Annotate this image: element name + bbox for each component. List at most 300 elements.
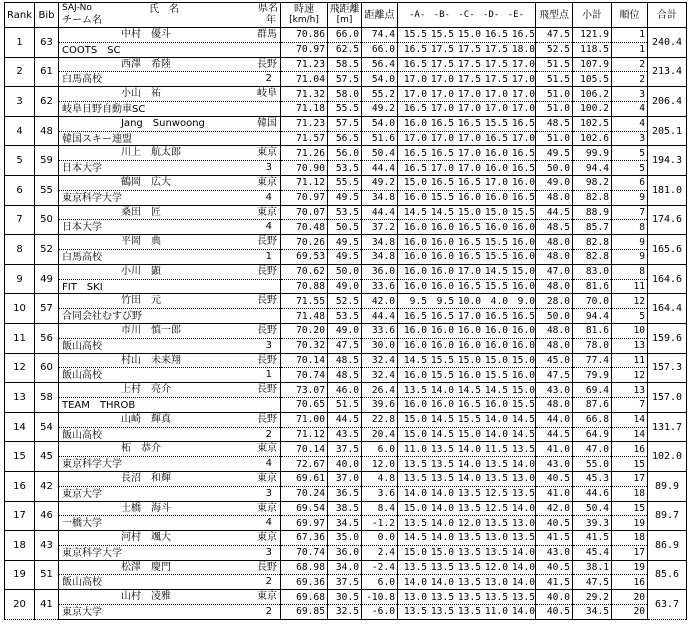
distance-points-cell: 36.0 xyxy=(362,264,398,279)
athlete-prefecture: 長野 xyxy=(257,58,277,70)
athlete-team-cell xyxy=(59,486,281,501)
athlete-name: 小山 祐 xyxy=(121,88,161,100)
judge-score-d: 16.0 xyxy=(484,325,508,337)
judge-score-c: 13.5 xyxy=(457,562,481,574)
judge-score-a: 16.5 xyxy=(403,103,427,115)
speed-cell: 70.97 xyxy=(281,190,328,205)
athlete-prefecture: 東京 xyxy=(257,443,277,455)
judge-score-e: 14.0 xyxy=(511,576,535,588)
style-points-cell: 44.5 xyxy=(536,427,573,442)
judge-score-d: 13.0 xyxy=(484,532,508,544)
athlete-team-cell xyxy=(59,161,281,176)
distance-points-cell: 56.4 xyxy=(362,57,398,72)
judge-score-c: 16.5 xyxy=(457,399,481,411)
order-cell: 9 xyxy=(612,249,648,264)
subtotal-cell: 87.6 xyxy=(573,397,612,412)
judge-score-b: 15.0 xyxy=(430,547,454,559)
distance-cell: 53.5 xyxy=(328,161,362,176)
judge-score-a: 13.5 xyxy=(403,517,427,529)
judge-score-e: 17.0 xyxy=(511,58,535,70)
distance-cell: 53.5 xyxy=(328,309,362,324)
athlete-team-cell xyxy=(59,220,281,235)
judge-scores-cell xyxy=(398,116,536,131)
style-points-cell: 48.0 xyxy=(536,235,573,250)
header-team: チーム名 xyxy=(62,15,102,26)
athlete-name-cell xyxy=(59,560,281,575)
speed-cell: 71.18 xyxy=(281,101,328,116)
athlete-name: 松澤 慶門 xyxy=(121,561,171,573)
judge-score-e: 14.0 xyxy=(511,502,535,514)
subtotal-cell: 81.6 xyxy=(573,279,612,294)
judge-score-c: 17.5 xyxy=(457,58,481,70)
order-cell: 12 xyxy=(612,368,648,383)
order-cell: 10 xyxy=(612,323,648,338)
judge-score-e: 14.0 xyxy=(511,458,535,470)
distance-points-cell: 34.8 xyxy=(362,249,398,264)
style-points-cell: 41.0 xyxy=(536,486,573,501)
athlete-team-cell xyxy=(59,279,281,294)
judge-score-a: 9.5 xyxy=(409,295,427,307)
jump-row xyxy=(5,427,687,442)
athlete-name: 西澤 希陸 xyxy=(121,58,171,70)
judge-score-b: 13.5 xyxy=(430,591,454,603)
order-cell: 18 xyxy=(612,531,648,546)
speed-cell: 71.12 xyxy=(281,175,328,190)
style-points-cell: 41.5 xyxy=(536,575,573,590)
total-cell: 164.6 xyxy=(648,264,687,294)
rank-cell: 12 xyxy=(5,353,35,383)
total-cell: 85.6 xyxy=(648,560,687,590)
speed-cell: 70.48 xyxy=(281,220,328,235)
distance-cell: 37.0 xyxy=(328,471,362,486)
athlete-team: 飯山高校 xyxy=(62,429,102,441)
judge-score-a: 14.0 xyxy=(403,488,427,500)
order-cell: 2 xyxy=(612,72,648,87)
bib-cell: 43 xyxy=(35,531,59,561)
athlete-prefecture: 長野 xyxy=(257,324,277,336)
judge-scores-cell xyxy=(398,531,536,546)
subtotal-cell: 94.4 xyxy=(573,161,612,176)
bib-cell: 51 xyxy=(35,560,59,590)
judge-score-d: 17.5 xyxy=(484,73,508,85)
judge-score-c: 15.0 xyxy=(457,428,481,440)
athlete-team: 東京科学大学 xyxy=(62,547,122,559)
jump-row xyxy=(5,101,687,116)
distance-points-cell: 54.0 xyxy=(362,72,398,87)
subtotal-cell: 105.5 xyxy=(573,72,612,87)
athlete-team: 東京科学大学 xyxy=(62,459,122,471)
judge-scores-cell xyxy=(398,175,536,190)
bib-cell: 54 xyxy=(35,412,59,442)
speed-cell: 71.26 xyxy=(281,146,328,161)
style-points-cell: 40.5 xyxy=(536,516,573,531)
athlete-grade: 2 xyxy=(265,428,272,440)
order-cell: 4 xyxy=(612,116,648,131)
jump-row xyxy=(5,501,687,516)
speed-cell: 70.65 xyxy=(281,397,328,412)
judge-score-b: 16.5 xyxy=(430,147,454,159)
judge-score-c: 15.0 xyxy=(457,29,481,41)
jump-row xyxy=(5,190,687,205)
judge-scores-cell xyxy=(398,87,536,102)
subtotal-cell: 107.9 xyxy=(573,57,612,72)
judge-score-c: 14.0 xyxy=(457,473,481,485)
athlete-name: 竹田 元 xyxy=(121,295,161,307)
judge-score-c: 13.5 xyxy=(457,591,481,603)
rank-cell: 11 xyxy=(5,323,35,353)
judge-score-d: 15.5 xyxy=(484,280,508,292)
judge-score-e: 16.0 xyxy=(511,236,535,248)
judge-scores-cell xyxy=(398,501,536,516)
distance-points-cell: 49.2 xyxy=(362,101,398,116)
athlete-prefecture: 東京 xyxy=(257,176,277,188)
style-points-cell: 51.5 xyxy=(536,72,573,87)
distance-cell: 48.5 xyxy=(328,353,362,368)
distance-cell: 50.0 xyxy=(328,264,362,279)
judge-score-c: 16.5 xyxy=(457,280,481,292)
distance-cell: 32.5 xyxy=(328,605,362,620)
judge-score-c: 15.5 xyxy=(457,414,481,426)
judge-score-a: 14.5 xyxy=(403,532,427,544)
distance-cell: 48.5 xyxy=(328,368,362,383)
subtotal-cell: 38.1 xyxy=(573,560,612,575)
judge-score-b: 17.0 xyxy=(430,132,454,144)
distance-cell: 58.0 xyxy=(328,87,362,102)
distance-points-cell: 3.6 xyxy=(362,486,398,501)
judge-score-b: 14.5 xyxy=(430,206,454,218)
total-cell: 102.0 xyxy=(648,442,687,472)
distance-points-cell: 2.4 xyxy=(362,545,398,560)
speed-cell: 71.04 xyxy=(281,72,328,87)
judge-score-b: 16.0 xyxy=(430,236,454,248)
athlete-name-cell xyxy=(59,590,281,605)
speed-cell: 70.14 xyxy=(281,442,328,457)
distance-cell: 36.5 xyxy=(328,486,362,501)
total-cell: 89.9 xyxy=(648,471,687,501)
judge-score-c: 13.5 xyxy=(457,532,481,544)
bib-cell: 45 xyxy=(35,442,59,472)
judge-score-e: 17.0 xyxy=(511,132,535,144)
judge-scores-cell xyxy=(398,190,536,205)
rank-cell: 5 xyxy=(5,146,35,176)
subtotal-cell: 82.8 xyxy=(573,249,612,264)
distance-cell: 38.5 xyxy=(328,501,362,516)
judge-score-c: 17.0 xyxy=(457,162,481,174)
judge-score-d: 15.5 xyxy=(484,251,508,263)
judge-score-a: 16.0 xyxy=(403,399,427,411)
athlete-team-cell xyxy=(59,131,281,146)
athlete-team: COOTS SC xyxy=(62,44,121,56)
style-points-cell: 48.0 xyxy=(536,323,573,338)
judge-score-a: 16.0 xyxy=(403,340,427,352)
bib-cell: 59 xyxy=(35,146,59,176)
distance-points-cell: 33.6 xyxy=(362,323,398,338)
style-points-cell: 43.0 xyxy=(536,457,573,472)
total-cell: 165.6 xyxy=(648,235,687,265)
athlete-team: 白馬高校 xyxy=(62,74,102,86)
style-points-cell: 48.5 xyxy=(536,220,573,235)
judge-score-c: 17.5 xyxy=(457,73,481,85)
athlete-prefecture: 東京 xyxy=(257,532,277,544)
judge-score-e: 15.5 xyxy=(511,399,535,411)
athlete-name-cell xyxy=(59,471,281,486)
judge-score-c: 16.5 xyxy=(457,118,481,130)
athlete-team: 東京科学大学 xyxy=(62,192,122,204)
header-speed: 時速 [km/h] xyxy=(281,3,328,28)
speed-cell: 71.32 xyxy=(281,87,328,102)
judge-score-c: 13.5 xyxy=(457,576,481,588)
judge-scores-cell xyxy=(398,471,536,486)
subtotal-cell: 44.6 xyxy=(573,486,612,501)
total-cell: 174.6 xyxy=(648,205,687,235)
judge-score-b: 17.0 xyxy=(430,162,454,174)
athlete-name: 河村 颯大 xyxy=(121,532,171,544)
jump-row xyxy=(5,560,687,575)
distance-points-cell: 44.4 xyxy=(362,205,398,220)
subtotal-cell: 29.2 xyxy=(573,590,612,605)
athlete-name: 上村 亮介 xyxy=(121,384,171,396)
jump-row xyxy=(5,531,687,546)
distance-cell: 30.5 xyxy=(328,590,362,605)
speed-cell: 70.26 xyxy=(281,235,328,250)
judge-score-c: 16.0 xyxy=(457,369,481,381)
judge-score-d: 16.0 xyxy=(484,340,508,352)
order-cell: 14 xyxy=(612,427,648,442)
judge-score-e: 16.5 xyxy=(511,147,535,159)
rank-cell: 10 xyxy=(5,294,35,324)
judge-score-a: 13.5 xyxy=(403,606,427,618)
speed-cell: 69.61 xyxy=(281,471,328,486)
judge-score-d: 17.0 xyxy=(484,103,508,115)
total-cell: 213.4 xyxy=(648,57,687,87)
jump-row xyxy=(5,87,687,102)
total-cell: 205.1 xyxy=(648,116,687,146)
jump-row xyxy=(5,220,687,235)
distance-cell: 55.5 xyxy=(328,101,362,116)
order-cell: 5 xyxy=(612,161,648,176)
speed-cell: 71.00 xyxy=(281,412,328,427)
judge-score-b: 14.0 xyxy=(430,502,454,514)
athlete-team: 日本大学 xyxy=(62,222,102,234)
speed-cell: 70.07 xyxy=(281,205,328,220)
order-cell: 7 xyxy=(612,397,648,412)
style-points-cell: 28.0 xyxy=(536,294,573,309)
athlete-team: 飯山高校 xyxy=(62,370,102,382)
judge-score-e: 16.0 xyxy=(511,325,535,337)
subtotal-cell: 82.8 xyxy=(573,235,612,250)
jump-row xyxy=(5,205,687,220)
judge-score-a: 16.0 xyxy=(403,325,427,337)
judge-scores-cell xyxy=(398,131,536,146)
athlete-team-cell xyxy=(59,427,281,442)
judge-scores-cell xyxy=(398,57,536,72)
speed-cell: 70.74 xyxy=(281,545,328,560)
judge-score-b: 17.0 xyxy=(430,103,454,115)
subtotal-cell: 79.9 xyxy=(573,368,612,383)
style-points-cell: 47.5 xyxy=(536,28,573,43)
order-cell: 13 xyxy=(612,383,648,398)
jump-row xyxy=(5,545,687,560)
rank-cell: 2 xyxy=(5,57,35,87)
order-cell: 8 xyxy=(612,264,648,279)
subtotal-cell: 85.7 xyxy=(573,220,612,235)
judge-score-b: 16.0 xyxy=(430,325,454,337)
total-cell: 86.9 xyxy=(648,531,687,561)
athlete-team-cell xyxy=(59,42,281,57)
athlete-name-cell xyxy=(59,294,281,309)
jump-row xyxy=(5,457,687,472)
judge-scores-cell xyxy=(398,161,536,176)
athlete-team: FIT SKI xyxy=(62,281,103,293)
rank-cell: 17 xyxy=(5,501,35,531)
bib-cell: 60 xyxy=(35,353,59,383)
rank-cell: 7 xyxy=(5,205,35,235)
judge-scores-cell xyxy=(398,279,536,294)
judge-score-e: 16.0 xyxy=(511,251,535,263)
judge-score-d: 16.5 xyxy=(484,310,508,322)
bib-cell: 49 xyxy=(35,264,59,294)
order-cell: 13 xyxy=(612,338,648,353)
judge-score-d: 15.5 xyxy=(484,369,508,381)
subtotal-cell: 66.8 xyxy=(573,412,612,427)
judge-score-b: 14.5 xyxy=(430,428,454,440)
distance-points-cell: 6.0 xyxy=(362,575,398,590)
judge-score-d: 14.5 xyxy=(484,384,508,396)
distance-cell: 49.5 xyxy=(328,190,362,205)
speed-cell: 71.55 xyxy=(281,294,328,309)
distance-cell: 55.5 xyxy=(328,175,362,190)
athlete-name-cell xyxy=(59,116,281,131)
distance-cell: 40.0 xyxy=(328,457,362,472)
athlete-name-cell xyxy=(59,205,281,220)
rank-cell: 14 xyxy=(5,412,35,442)
distance-points-cell: 74.4 xyxy=(362,28,398,43)
judge-score-e: 16.5 xyxy=(511,29,535,41)
distance-cell: 50.5 xyxy=(328,220,362,235)
athlete-prefecture: 群馬 xyxy=(257,29,277,40)
jump-row xyxy=(5,605,687,620)
order-cell: 16 xyxy=(612,575,648,590)
distance-cell: 62.5 xyxy=(328,42,362,57)
subtotal-cell: 39.3 xyxy=(573,516,612,531)
judge-score-e: 9.0 xyxy=(517,295,535,307)
judge-scores-cell xyxy=(398,235,536,250)
judge-score-e: 14.0 xyxy=(511,547,535,559)
judge-score-e: 16.0 xyxy=(511,177,535,189)
judge-score-c: 13.5 xyxy=(457,488,481,500)
style-points-cell: 51.0 xyxy=(536,101,573,116)
style-points-cell: 48.0 xyxy=(536,190,573,205)
speed-cell: 67.36 xyxy=(281,531,328,546)
judge-score-a: 16.0 xyxy=(403,192,427,204)
distance-points-cell: 54.0 xyxy=(362,116,398,131)
judge-score-a: 17.0 xyxy=(403,88,427,100)
judge-score-d: 12.0 xyxy=(484,562,508,574)
judge-score-e: 16.0 xyxy=(511,221,535,233)
athlete-team-cell xyxy=(59,101,281,116)
judge-score-e: 17.0 xyxy=(511,73,535,85)
judge-score-e: 14.5 xyxy=(511,428,535,440)
athlete-name: 柘 恭介 xyxy=(121,443,161,455)
bib-cell: 46 xyxy=(35,501,59,531)
rank-cell: 8 xyxy=(5,235,35,265)
judge-score-e: 13.5 xyxy=(511,591,535,603)
judge-score-b: 13.5 xyxy=(430,458,454,470)
speed-cell: 70.62 xyxy=(281,264,328,279)
distance-points-cell: 20.4 xyxy=(362,427,398,442)
distance-points-cell: 34.8 xyxy=(362,190,398,205)
header-judges: -A- -B- -C- -D- -E- xyxy=(398,3,536,28)
judge-score-d: 13.5 xyxy=(484,547,508,559)
total-cell: 157.0 xyxy=(648,383,687,413)
athlete-prefecture: 長野 xyxy=(257,265,277,277)
judge-scores-cell xyxy=(398,28,536,43)
athlete-name-cell xyxy=(59,383,281,398)
athlete-grade: 4 xyxy=(265,458,272,470)
total-cell: 159.6 xyxy=(648,323,687,353)
judge-score-d: 11.5 xyxy=(484,443,508,455)
judge-scores-cell xyxy=(398,383,536,398)
jump-row xyxy=(5,397,687,412)
order-cell: 5 xyxy=(612,309,648,324)
speed-cell: 70.97 xyxy=(281,42,328,57)
subtotal-cell: 64.9 xyxy=(573,427,612,442)
judge-scores-cell xyxy=(398,486,536,501)
judge-score-e: 13.0 xyxy=(511,517,535,529)
style-points-cell: 48.0 xyxy=(536,249,573,264)
distance-cell: 43.5 xyxy=(328,427,362,442)
judge-score-d: 17.5 xyxy=(484,44,508,56)
judge-score-d: 16.0 xyxy=(484,399,508,411)
order-cell: 17 xyxy=(612,545,648,560)
athlete-prefecture: 長野 xyxy=(257,236,277,248)
distance-cell: 58.5 xyxy=(328,57,362,72)
distance-points-cell: 34.8 xyxy=(362,235,398,250)
judge-score-c: 17.0 xyxy=(457,88,481,100)
judge-score-c: 14.5 xyxy=(457,384,481,396)
judge-scores-cell xyxy=(398,264,536,279)
speed-cell: 69.54 xyxy=(281,501,328,516)
speed-cell: 69.97 xyxy=(281,516,328,531)
order-cell: 5 xyxy=(612,146,648,161)
athlete-grade: 4 xyxy=(265,517,272,529)
bib-cell: 63 xyxy=(35,28,59,58)
athlete-name-cell xyxy=(59,442,281,457)
judge-score-b: 16.0 xyxy=(430,221,454,233)
jump-row xyxy=(5,57,687,72)
speed-cell: 70.32 xyxy=(281,338,328,353)
distance-points-cell: 4.8 xyxy=(362,471,398,486)
athlete-prefecture: 長野 xyxy=(257,384,277,396)
judge-scores-cell xyxy=(398,72,536,87)
judge-score-d: 17.0 xyxy=(484,88,508,100)
jump-row xyxy=(5,294,687,309)
jump-row xyxy=(5,175,687,190)
athlete-grade: 3 xyxy=(265,162,272,174)
jump-row xyxy=(5,353,687,368)
header-sajno: SAJ-No xyxy=(62,3,92,13)
judge-score-d: 15.0 xyxy=(484,354,508,366)
judge-score-a: 16.0 xyxy=(403,369,427,381)
subtotal-cell: 50.4 xyxy=(573,501,612,516)
distance-cell: 49.5 xyxy=(328,249,362,264)
judge-scores-cell xyxy=(398,249,536,264)
judge-score-a: 17.0 xyxy=(403,132,427,144)
style-points-cell: 44.0 xyxy=(536,412,573,427)
distance-points-cell: 8.4 xyxy=(362,501,398,516)
athlete-name: 長沼 和輝 xyxy=(121,472,171,484)
distance-points-cell: 0.0 xyxy=(362,531,398,546)
